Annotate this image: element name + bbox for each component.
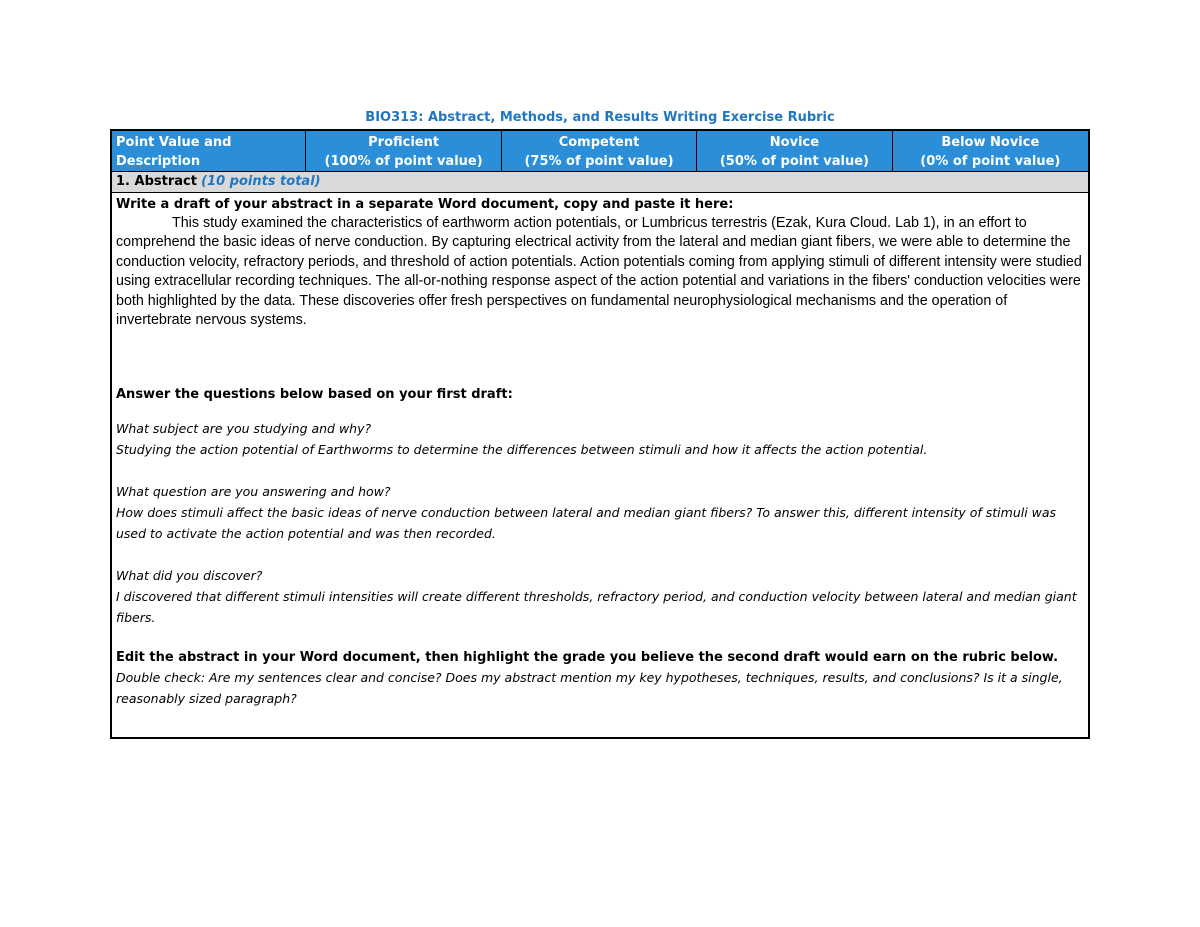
- rubric-title: BIO313: Abstract, Methods, and Results Writing Exercise Rubric: [365, 110, 835, 125]
- header-novice: [697, 131, 892, 171]
- header-level-name: Competent: [558, 135, 640, 150]
- question-2: What question are you answering and how?: [116, 484, 391, 500]
- header-level-name: Novice: [769, 135, 820, 150]
- question-1: What subject are you studying and why?: [116, 421, 372, 437]
- header-level-pct: (0% of point value): [920, 154, 1061, 169]
- answer-2: How does stimuli affect the basic ideas of nerve conduction between lateral and median giant fibers? To answer this, different intensity of stimuli was used to activate the action potential and was then recorded.: [116, 505, 1057, 542]
- abstract-paragraph: This study examined the characteristics of earthworm action potentials, or Lumbricus terrestris (Ezak, Kura Cloud. Lab 1), in an effort to comprehend the basic ideas of nerve conduction. By capturing electrical activity from the lateral and median giant fibers, we were able to determine the conduction velocity, refractory periods, and threshold of action potentials. Action potentials coming from applying stimuli of different intensity were studied using extracellular recording techniques. The all-or-nothing response aspect of the action potential and variations in the fibers' conduction velocities were both highlighted by the data. These discoveries offer fresh perspectives on fundamental neurophysiological mechanisms and the operation of invertebrate nervous systems.: [116, 215, 1082, 329]
- section-name: 1. Abstract: [116, 174, 197, 189]
- rubric-header-row: [112, 131, 1088, 172]
- header-below-novice: [893, 131, 1088, 171]
- header-point-value-description: [112, 131, 306, 171]
- header-first-line-1: Point Value and: [116, 135, 232, 150]
- header-level-pct: (75% of point value): [524, 154, 674, 169]
- header-first-line-2: Description: [116, 154, 201, 169]
- draft-prompt: Write a draft of your abstract in a separate Word document, copy and paste it here:: [116, 197, 734, 212]
- double-check-text: Double check: Are my sentences clear and concise? Does my abstract mention my key hypotheses, techniques, results, and conclusions? Is it a single, reasonably sized paragraph?: [116, 670, 1063, 707]
- question-3: What did you discover?: [116, 568, 263, 584]
- header-level-pct: (50% of point value): [719, 154, 869, 169]
- header-proficient: [306, 131, 501, 171]
- answer-1: Studying the action potential of Earthworms to determine the differences between stimuli and how it affects the action potential.: [116, 442, 928, 458]
- answer-3: I discovered that different stimuli intensities will create different thresholds, refractory period, and conduction velocity between lateral and median giant fibers.: [116, 589, 1077, 626]
- header-level-pct: (100% of point value): [324, 154, 483, 169]
- section-abstract-row: [112, 172, 1088, 193]
- section-points: (10 points total): [201, 174, 321, 189]
- header-competent: [502, 131, 697, 171]
- questions-heading: Answer the questions below based on your first draft:: [116, 387, 513, 403]
- header-level-name: Proficient: [368, 135, 440, 150]
- rubric-table: [110, 129, 1090, 739]
- abstract-content-cell[interactable]: [112, 193, 1088, 737]
- header-level-name: Below Novice: [941, 135, 1040, 150]
- edit-prompt: Edit the abstract in your Word document, then highlight the grade you believe the second draft would earn on the rubric below.: [116, 650, 1059, 666]
